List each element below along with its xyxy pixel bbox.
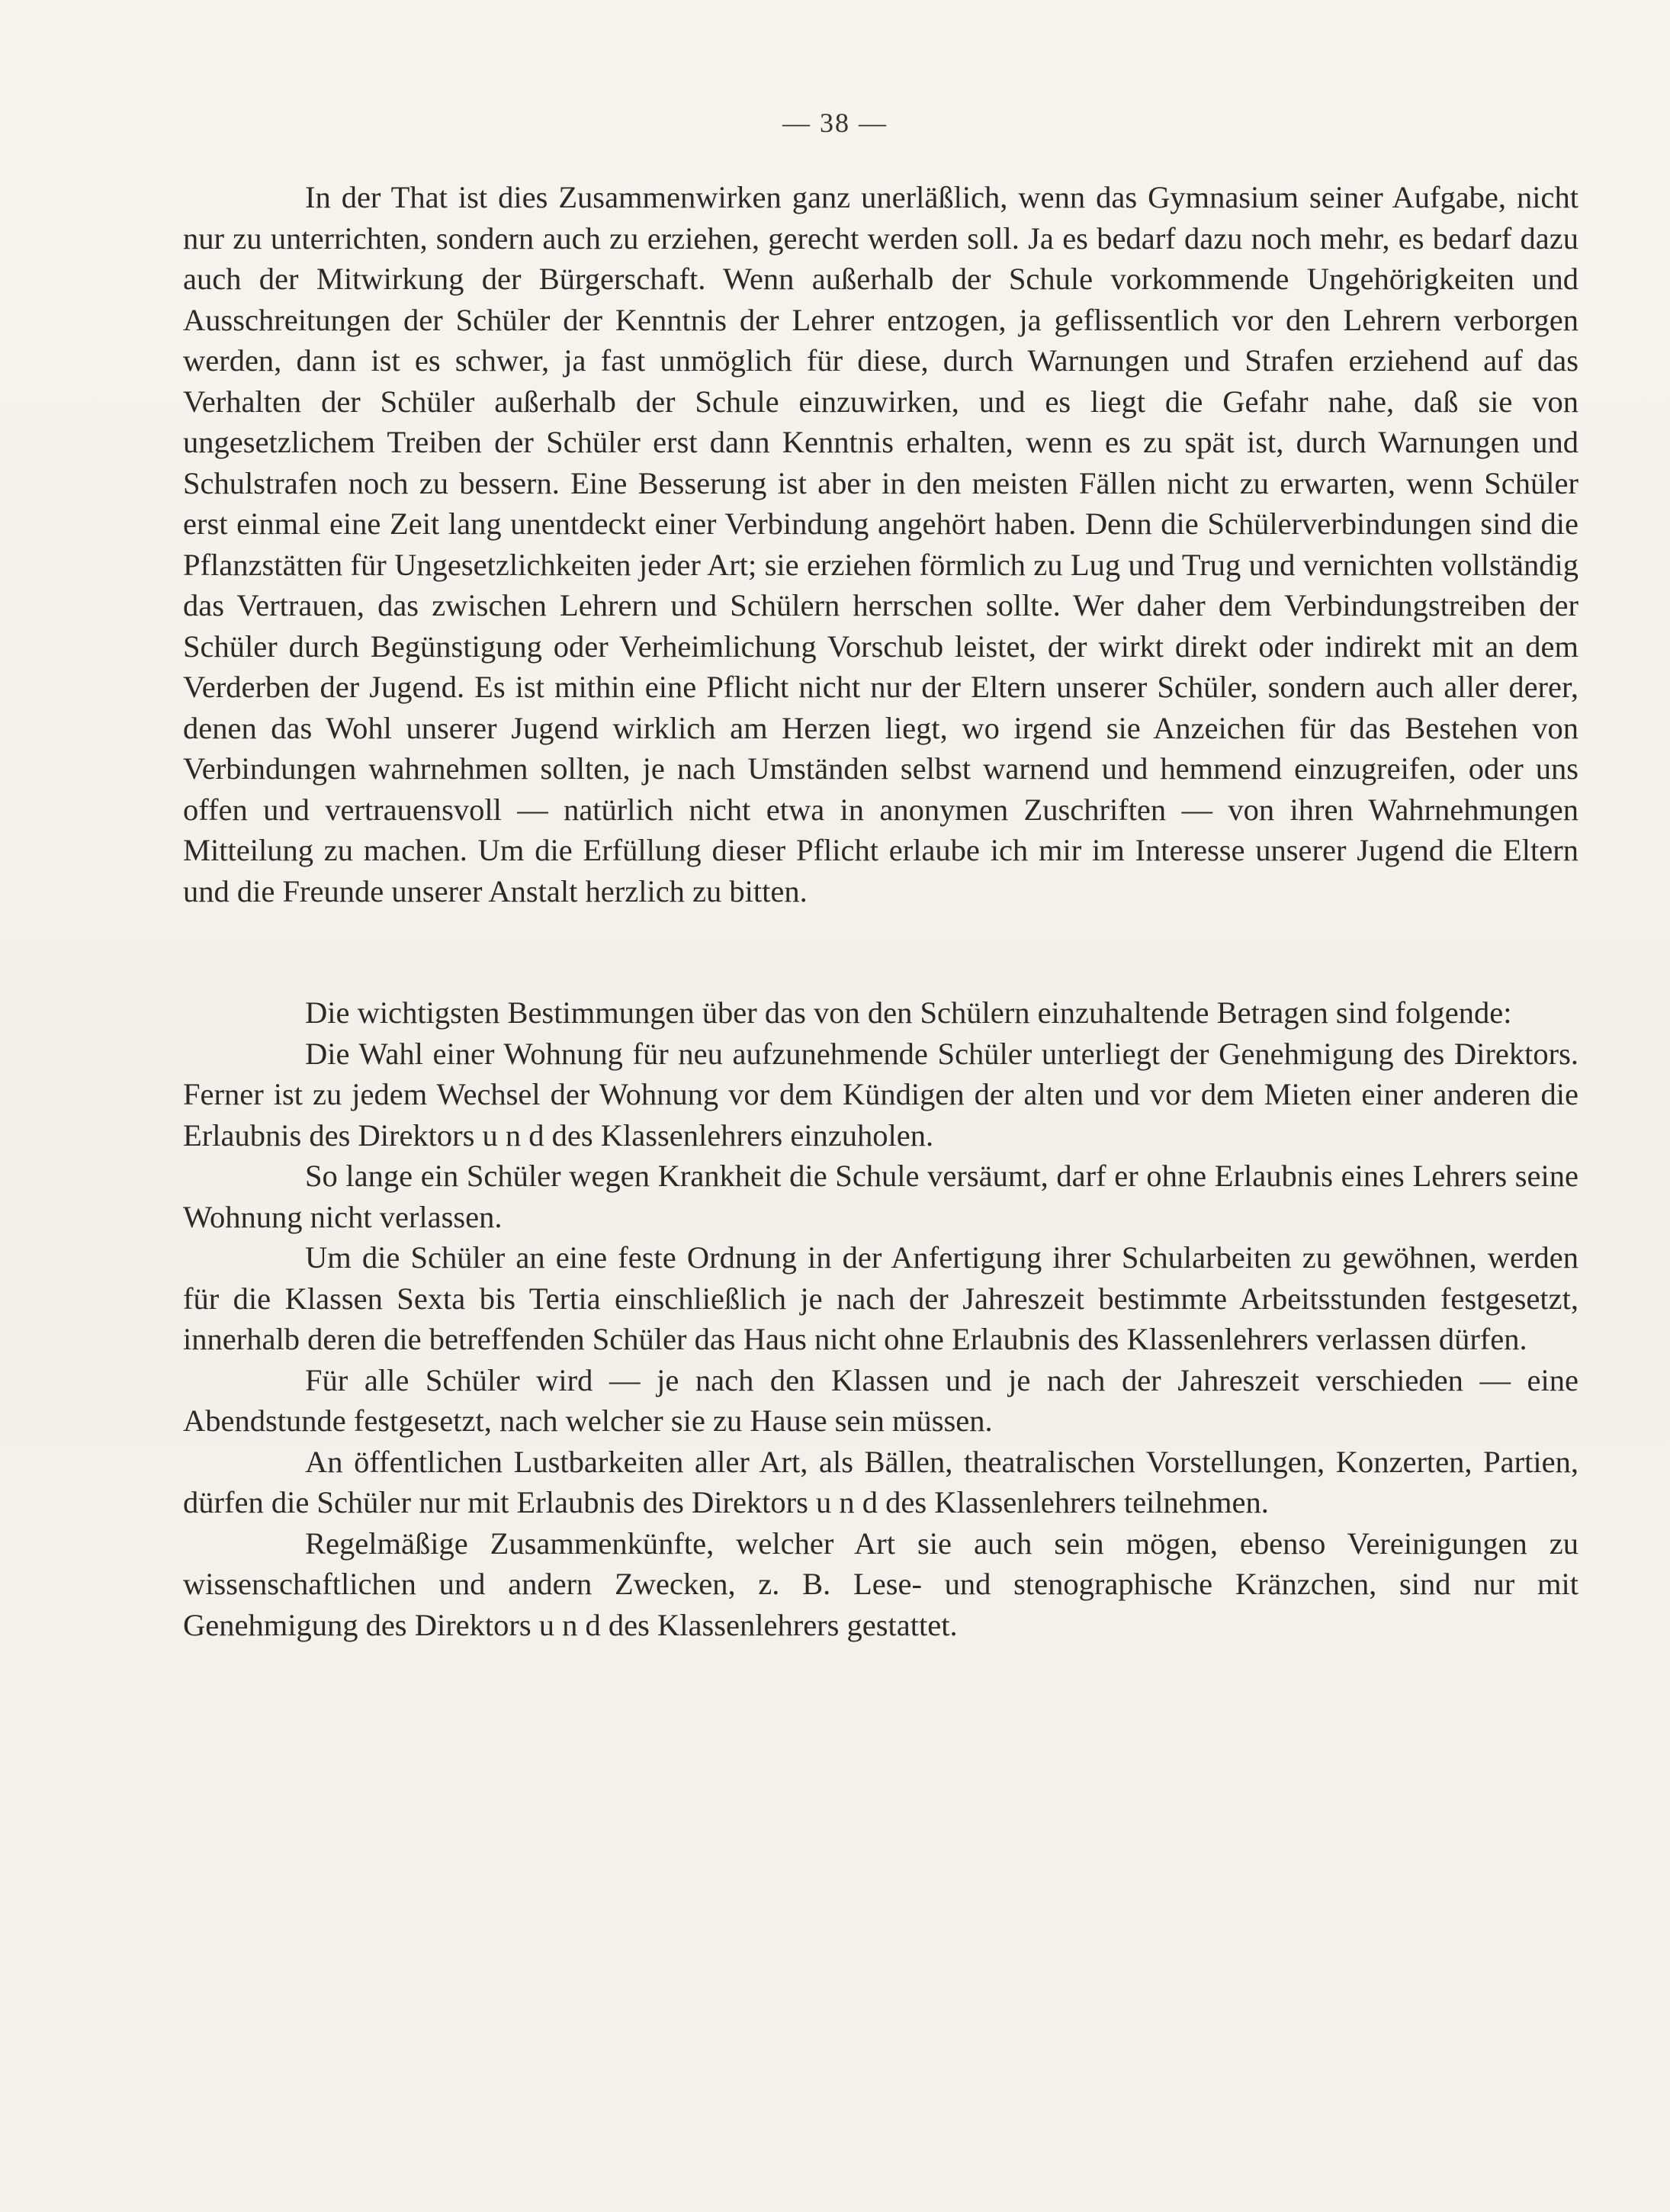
paragraph-illness-rule: So lange ein Schüler wegen Krankheit die Schule versäumt, darf er ohne Erlaubnis eines Lehrers seine Wohnung nicht verlassen.	[183, 1159, 1578, 1234]
paragraph-housing-rule: Die Wahl einer Wohnung für neu aufzunehmende Schüler unterliegt der Genehmigung des Direktors. Ferner ist zu jedem Wechsel der Wohnung vor dem Kündigen der alten und vor dem Mieten einer anderen die Erlaubnis des Direktors u n d des Klassenlehrers einzuholen.	[183, 1036, 1578, 1153]
paragraph-rules-intro: Die wichtigsten Bestimmungen über das von den Schülern einzuhaltende Betragen sind folgende:	[305, 995, 1512, 1030]
body-text	[183, 177, 1578, 1645]
paragraph-cooperation: In der That ist dies Zusammenwirken ganz unerläßlich, wenn das Gymnasium seiner Aufgabe, nicht nur zu unterrichten, sondern auch zu erziehen, gerecht werden soll. Ja es bedarf dazu noch mehr, es bedarf dazu auch der Mitwirkung der Bürgerschaft. Wenn außerhalb der Schule vorkommende Ungehörigkeiten und Ausschreitungen der Schüler der Kenntnis der Lehrer entzogen, ja geflissentlich vor den Lehrern verborgen werden, dann ist es schwer, ja fast unmöglich für diese, durch Warnungen und Strafen erziehend auf das Verhalten der Schüler außerhalb der Schule einzuwirken, und es liegt die Gefahr nahe, daß sie von ungesetzlichem Treiben der Schüler erst dann Kenntnis erhalten, wenn es zu spät ist, durch Warnungen und Schulstrafen noch zu bessern. Eine Besserung ist aber in den meisten Fällen nicht zu erwarten, wenn Schüler erst einmal eine Zeit lang unentdeckt einer Verbindung angehört haben. Denn die Schülerverbindungen sind die Pflanzstätten für Ungesetzlichkeiten jeder Art; sie erziehen förmlich zu Lug und Trug und vernichten vollständig das Vertrauen, das zwischen Lehrern und Schülern herrschen sollte. Wer daher dem Verbindungstreiben der Schüler durch Begünstigung oder Verheimlichung Vorschub leistet, der wirkt direkt oder indirekt mit an dem Verderben der Jugend. Es ist mithin eine Pflicht nicht nur der Eltern unserer Schüler, sondern auch aller derer, denen das Wohl unserer Jugend wirklich am Herzen liegt, wo irgend sie Anzeichen für das Bestehen von Verbindungen wahrnehmen sollten, je nach Umständen selbst warnend und hemmend einzugreifen, oder uns offen und vertrauensvoll — natürlich nicht etwa in anonymen Zuschriften — von ihren Wahrnehmungen Mitteilung zu machen. Um die Erfüllung dieser Pflicht erlaube ich mir im Interesse unserer Jugend die Eltern und die Freunde unserer Anstalt herzlich zu bitten.	[183, 180, 1578, 908]
paragraph-evening-hour-rule: Für alle Schüler wird — je nach den Klassen und je nach der Jahreszeit verschieden — eine Abendstunde festgesetzt, nach welcher sie zu Hause sein müssen.	[183, 1362, 1578, 1438]
page-number: — 38 —	[782, 108, 888, 138]
paragraph-gatherings-rule: Regelmäßige Zusammenkünfte, welcher Art sie auch sein mögen, ebenso Vereinigungen zu wissenschaftlichen und andern Zwecken, z. B. Lese- und stenographische Kränzchen, sind nur mit Genehmigung des Direktors u n d des Klassenlehrers gestattet.	[183, 1526, 1578, 1642]
paragraph-study-hours-rule: Um die Schüler an eine feste Ordnung in der Anfertigung ihrer Schularbeiten zu gewöhnen, werden für die Klassen Sexta bis Tertia einschließlich je nach der Jahreszeit bestimmte Arbeitsstunden festgesetzt, innerhalb deren die betreffenden Schüler das Haus nicht ohne Erlaubnis des Klassenlehrers verlassen dürfen.	[183, 1240, 1578, 1356]
paragraph-entertainment-rule: An öffentlichen Lustbarkeiten aller Art, als Bällen, theatralischen Vorstellungen, Konzerten, Partien, dürfen die Schüler nur mit Erlaubnis des Direktors u n d des Klassenlehrers teilnehmen.	[183, 1444, 1578, 1519]
